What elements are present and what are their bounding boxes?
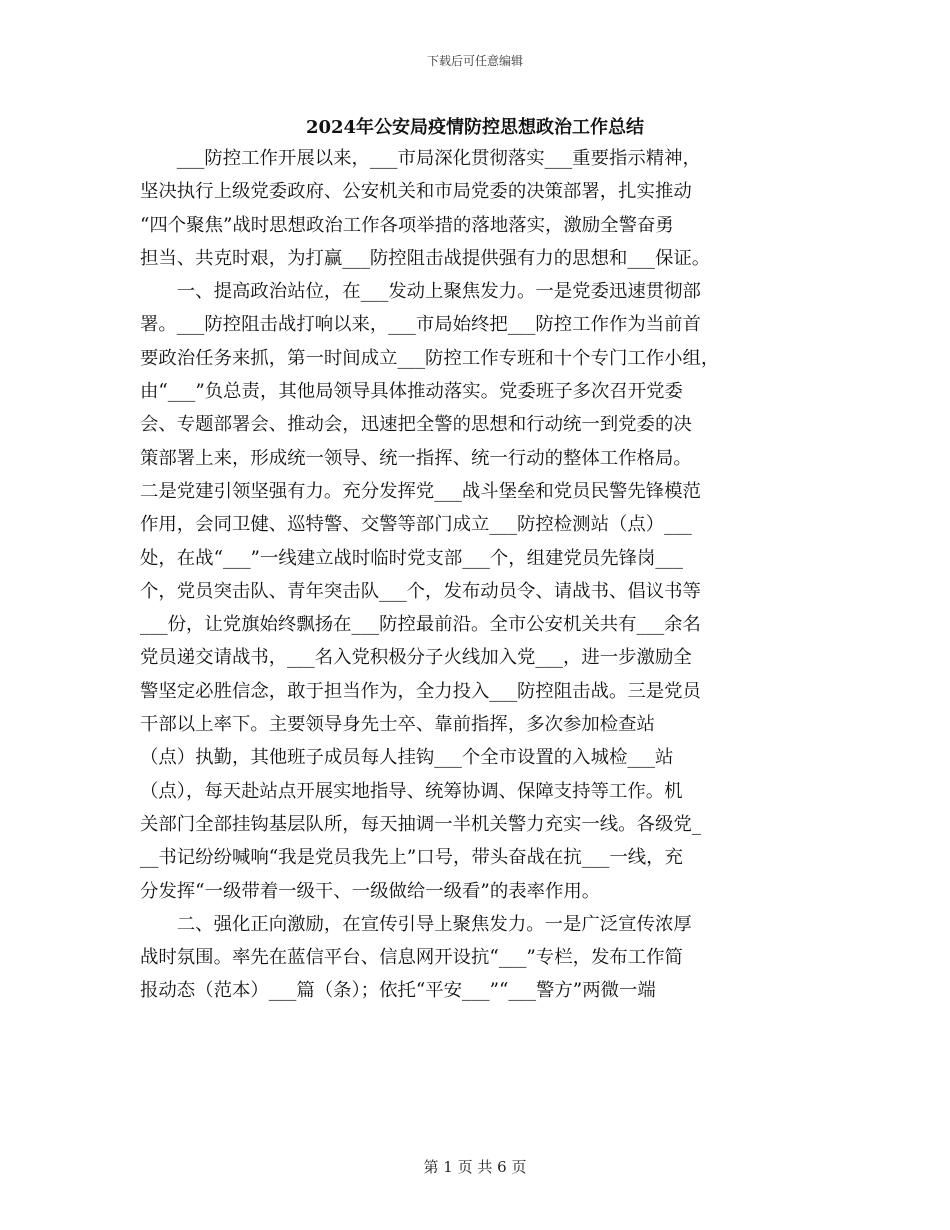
body-line: 分发挥“一级带着一级干、一级做给一级看”的表率作用。 [140, 880, 601, 902]
body-line: （点），每天赴站点开展实地指导、统筹协调、保障支持等工作。机 [140, 780, 683, 802]
body-line: 战时氛围。率先在蓝信平台、信息网开设抗“___”专栏，发布工作简 [140, 947, 683, 969]
body-line: 坚决执行上级党委政府、公安机关和市局党委的决策部署，扎实推动 [140, 181, 692, 203]
document-body [140, 142, 810, 1008]
body-line: __书记纷纷喊响“我是党员我先上”口号，带头奋战在抗___一线，充 [140, 847, 683, 869]
body-line: 报动态（范本）___篇（条）；依托“平安___”“___警方”两微一端 [140, 980, 656, 1002]
body-line: ___份，让党旗始终飘扬在___防控最前沿。全市公安机关共有___余名 [140, 614, 701, 636]
document-title: 2024年公安局疫情防控思想政治工作总结 [305, 117, 645, 138]
body-line: 策部署上来，形成统一领导、统一指挥、统一行动的整体工作格局。 [140, 447, 692, 469]
body-line: 二是党建引领坚强有力。充分发挥党___战斗堡垒和党员民警先锋模范 [140, 480, 701, 502]
body-line: 个，党员突击队、青年突击队___个，发布动员令、请战书、倡议书等 [140, 580, 701, 602]
body-line: 干部以上率下。主要领导身先士卒、靠前指挥，多次参加检查站 [140, 714, 655, 736]
body-line: 作用，会同卫健、巡特警、交警等部门成立___防控检测站（点）___ [140, 514, 692, 536]
page-footer: 第 1 页 共 6 页 [423, 1158, 527, 1176]
body-line: 要政治任务来抓，第一时间成立___防控工作专班和十个专门工作小组， [140, 347, 720, 369]
body-line: 党员递交请战书，___名入党积极分子火线加入党___，进一步激励全 [140, 647, 692, 669]
body-line: 由“___”负总责，其他局领导具体推动落实。党委班子多次召开党委 [140, 381, 683, 403]
body-line: 处，在战“___”一线建立战时临时党支部___个，组建党员先锋岗___ [140, 547, 683, 569]
body-line: （点）执勤，其他班子成员每人挂钩___个全市设置的入城检___站 [140, 747, 674, 769]
page-header: 下载后可任意编辑 [426, 54, 523, 68]
body-line: “四个聚焦”战时思想政治工作各项举措的落地落实，激励全警奋勇 [140, 214, 674, 236]
body-line: 担当、共克时艰，为打赢___防控阻击战提供强有力的思想和___保证。 [140, 247, 711, 269]
body-line: 一、提高政治站位，在___发动上聚焦发力。一是党委迅速贯彻部 [140, 281, 701, 303]
body-line: 警坚定必胜信念，敢于担当作为，全力投入___防控阻击战。三是党员 [140, 680, 701, 702]
body-line: 会、专题部署会、推动会，迅速把全警的思想和行动统一到党委的决 [140, 414, 692, 436]
body-line: 关部门全部挂钩基层队所，每天抽调一半机关警力充实一线。各级党_ [140, 813, 701, 835]
body-line: 二、强化正向激励，在宣传引导上聚焦发力。一是广泛宣传浓厚 [140, 913, 692, 935]
body-line: ___防控工作开展以来，___市局深化贯彻落实___重要指示精神， [140, 148, 701, 169]
body-line: 署。___防控阻击战打响以来，___市局始终把___防控工作作为当前首 [140, 314, 701, 336]
